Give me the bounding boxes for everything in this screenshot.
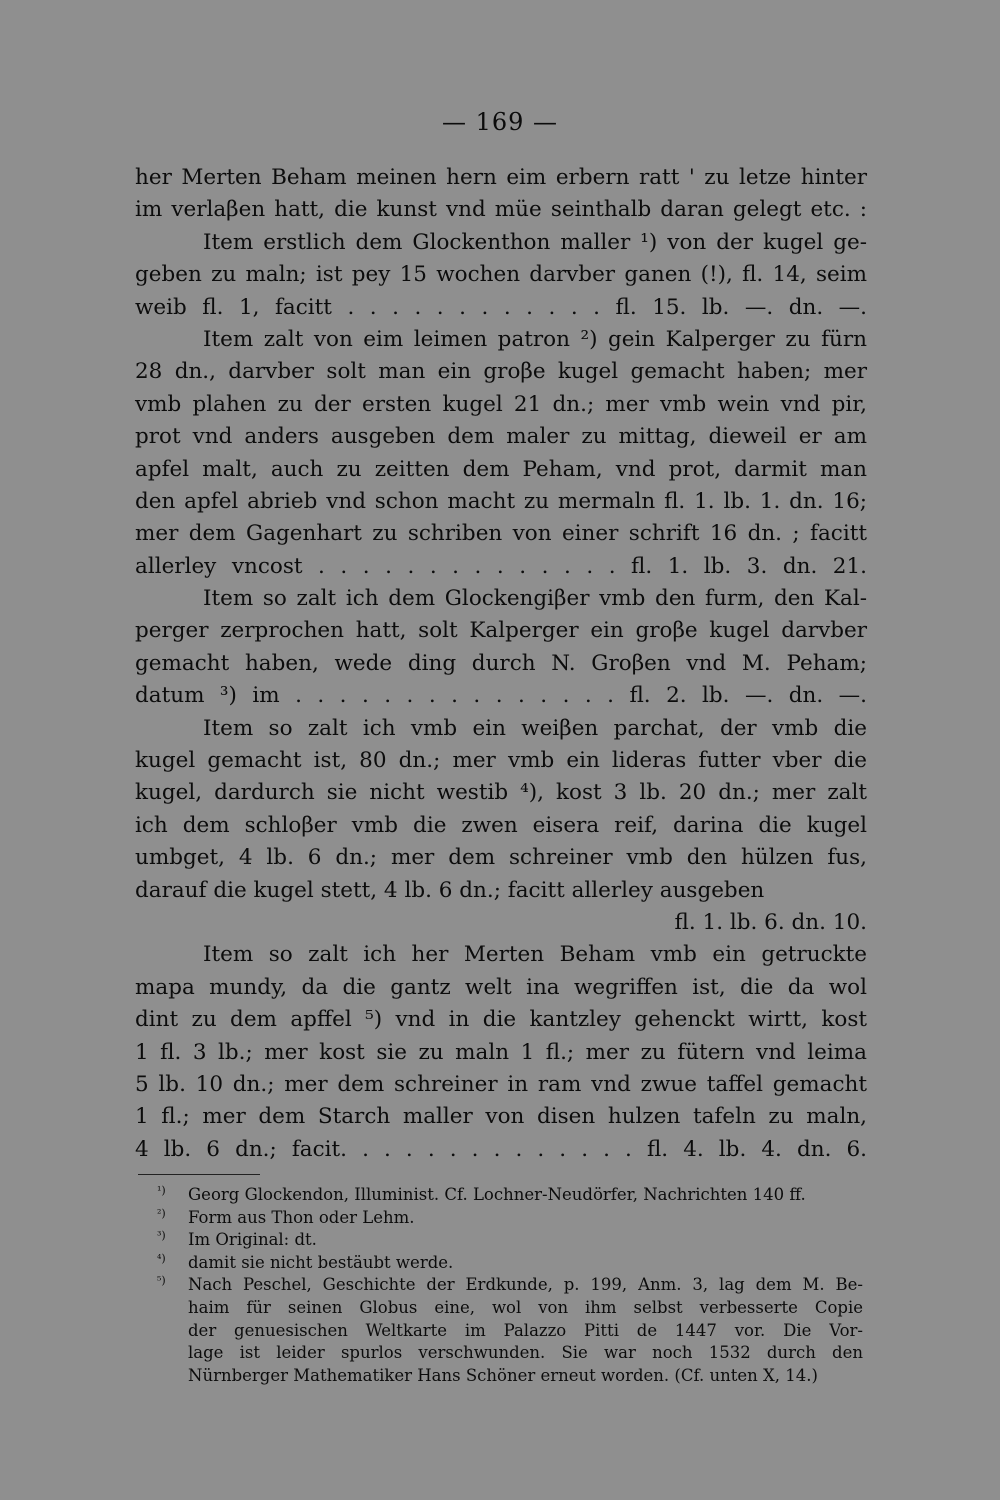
text-line: Item so zalt ich her Merten Beham vmb ein getruckte xyxy=(203,942,867,968)
text-line: her Merten Beham meinen hern eim erbern ratt ' zu letze hinter xyxy=(135,165,867,190)
footnote xyxy=(135,1274,863,1387)
footnote-mark: ¹) xyxy=(157,1184,166,1197)
text-line: dint zu dem apffel ⁵) vnd in die kantzley gehenckt wirtt, kost xyxy=(135,1007,867,1033)
footnote-line: der genuesischen Weltkarte im Palazzo Pitti de 1447 vor. Die Vor- xyxy=(188,1320,863,1340)
text-line: vmb plahen zu der ersten kugel 21 dn.; mer vmb wein vnd pir, xyxy=(135,391,867,417)
text-line: Item zalt von eim leimen patron ²) gein Kalperger zu fürn xyxy=(203,326,867,352)
page-number: — 169 — xyxy=(441,108,559,136)
footnote-line: damit sie nicht bestäubt werde. xyxy=(188,1252,454,1272)
footnote-mark: ²) xyxy=(157,1206,166,1220)
footnote-mark: ⁵) xyxy=(157,1274,166,1288)
text-line: ich dem schloβer vmb die zwen eisera reif, darina die kugel xyxy=(135,812,867,838)
footnotes xyxy=(135,1184,863,1387)
footnote xyxy=(135,1252,863,1275)
text-line: perger zerprochen hatt, solt Kalperger ein groβe kugel darvber xyxy=(135,618,867,644)
footnote-line: Nach Peschel, Geschichte der Erdkunde, p. 199, Anm. 3, lag dem M. Be- xyxy=(188,1275,863,1295)
text-line: im verlaβen hatt, die kunst vnd müe seinthalb daran gelegt etc. : xyxy=(135,197,867,223)
footnote xyxy=(135,1229,863,1252)
footnote xyxy=(135,1184,863,1207)
text-line: apfel malt, auch zu zeitten dem Peham, vnd prot, darmit man xyxy=(135,456,867,482)
footnote-line: haim für seinen Globus eine, wol von ihm selbst verbesserte Copie xyxy=(188,1297,863,1317)
footnote-line: Im Original: dt. xyxy=(188,1230,317,1250)
text-line: geben zu maln; ist pey 15 wochen darvber ganen (!), fl. 14, seim xyxy=(135,262,867,288)
text-line: Item erstlich dem Glockenthon maller ¹) von der kugel ge- xyxy=(203,229,867,255)
text-line: 4 lb. 6 dn.; facit. . . . . . . . . . . . . . fl. 4. lb. 4. dn. 6. xyxy=(135,1136,867,1162)
text-line: den apfel abrieb vnd schon macht zu mermaln fl. 1. lb. 1. dn. 16; xyxy=(135,488,867,514)
text-line: darauf die kugel stett, 4 lb. 6 dn.; facitt allerley ausgeben xyxy=(135,877,765,903)
text-line: Item so zalt ich vmb ein weiβen parchat, der vmb die xyxy=(203,715,867,741)
text-line: kugel, dardurch sie nicht westib ⁴), kost 3 lb. 20 dn.; mer zalt xyxy=(135,780,867,806)
text-line: weib fl. 1, facitt . . . . . . . . . . . . fl. 15. lb. —. dn. —. xyxy=(135,294,867,320)
footnote xyxy=(135,1207,863,1230)
text-line: fl. 1. lb. 6. dn. 10. xyxy=(674,909,867,935)
footnote-mark: ³) xyxy=(157,1229,166,1243)
text-line: prot vnd anders ausgeben dem maler zu mittag, dieweil er am xyxy=(135,424,867,450)
text-line: 1 fl.; mer dem Starch maller von disen hulzen tafeln zu maln, xyxy=(135,1104,867,1130)
text-line: 28 dn., darvber solt man ein groβe kugel gemacht haben; mer xyxy=(135,359,867,385)
footnote-separator xyxy=(138,1174,260,1175)
text-line: umbget, 4 lb. 6 dn.; mer dem schreiner vmb den hülzen fus, xyxy=(135,845,867,871)
text-line: 1 fl. 3 lb.; mer kost sie zu maln 1 fl.; mer zu fütern vnd leima xyxy=(135,1039,867,1065)
footnote-line: Form aus Thon oder Lehm. xyxy=(188,1207,415,1227)
text-line: 5 lb. 10 dn.; mer dem schreiner in ram vnd zwue taffel gemacht xyxy=(135,1071,867,1097)
text-line: Item so zalt ich dem Glockengiβer vmb den furm, den Kal- xyxy=(203,586,867,612)
footnote-mark: ⁴) xyxy=(157,1251,166,1265)
footnote-line: Georg Glockendon, Illuminist. Cf. Lochner-Neudörfer, Nachrichten 140 ff. xyxy=(188,1185,806,1204)
body-text xyxy=(135,162,867,1166)
footnote-line: lage ist leider spurlos verschwunden. Sie war noch 1532 durch den xyxy=(188,1343,863,1363)
text-line: mapa mundy, da die gantz welt ina wegriffen ist, die da wol xyxy=(135,974,867,1000)
text-line: mer dem Gagenhart zu schriben von einer schrift 16 dn. ; facitt xyxy=(135,521,867,547)
text-line: gemacht haben, wede ding durch N. Groβen vnd M. Peham; xyxy=(135,650,867,676)
text-line: datum ³) im . . . . . . . . . . . . . . . fl. 2. lb. —. dn. —. xyxy=(135,683,867,709)
text-line: kugel gemacht ist, 80 dn.; mer vmb ein lideras futter vber die xyxy=(135,748,867,774)
text-line: allerley vncost . . . . . . . . . . . . . . fl. 1. lb. 3. dn. 21. xyxy=(135,553,867,579)
footnote-line: Nürnberger Mathematiker Hans Schöner erneut worden. (Cf. unten X, 14.) xyxy=(188,1365,818,1385)
